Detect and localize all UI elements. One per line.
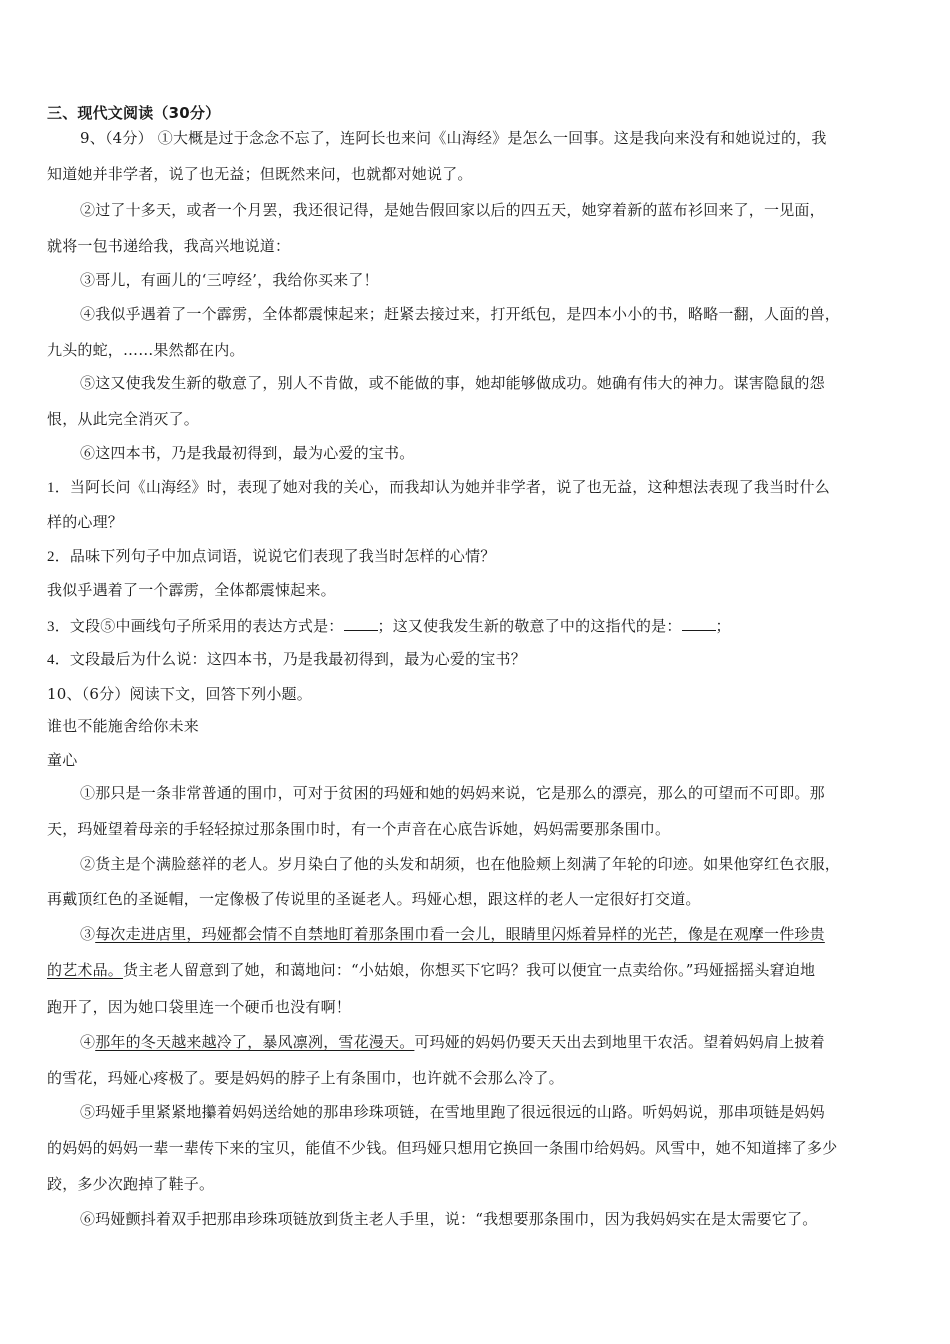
q9-sub1-line2: 样的心理？ (47, 515, 124, 531)
q9-para5-line1: ⑤这又使我发生新的敬意了，别人不肯做，或不能做的事，她却能够做成功。她确有伟大的神力。谋害隐鼠的怨 (80, 374, 825, 392)
q10-intro: 10、（6分）阅读下文，回答下列小题。 (47, 685, 312, 703)
q9-sub3-text-a: 3．文段⑤中画线句子所采用的表达方式是： (47, 619, 344, 635)
q10-para4-line2: 的雪花，玛娅心疼极了。要是妈妈的脖子上有条围巾，也许就不会那么冷了。 (47, 1069, 564, 1087)
passage-author: 童心 (47, 751, 78, 769)
q10-para5-line1: ⑤玛娅手里紧紧地攥着妈妈送给她的那串珍珠项链，在雪地里跑了很远很远的山路。听妈妈说，那串项链是妈妈 (80, 1103, 825, 1121)
q9-para4-line2: 九头的蛇，……果然都在内。 (47, 341, 245, 359)
underlined-sentence-1-end: 的艺术品。 (47, 961, 124, 979)
q10-para5-line2: 的妈妈的妈妈一辈一辈传下来的宝贝，能值不少钱。但玛娅只想用它换回一条围巾给妈妈。风雪中，她不知道摔了多少 (47, 1139, 838, 1157)
section-heading: 三、现代文阅读（30分） (47, 104, 221, 122)
q9-para3: ③哥儿，有画儿的‘三哼经’，我给你买来了！ (80, 271, 379, 289)
q9-sub2: 2．品味下列句子中加点词语，说说它们表现了我当时怎样的心情？ (47, 549, 496, 565)
q10-para2-line1: ②货主是个满脸慈祥的老人。岁月染白了他的头发和胡须，也在他脸颊上刻满了年轮的印迹。如果他穿红色衣服， (80, 855, 841, 873)
q10-para5-line3: 跤，多少次跑掉了鞋子。 (47, 1175, 215, 1193)
q10-para1-line1: ①那只是一条非常普通的围巾，可对于贫困的玛娅和她的妈妈来说，它是那么的漂亮，那么的可望而不可即。那 (80, 784, 825, 802)
underlined-sentence-1: 每次走进店里，玛娅都会情不自禁地盯着那条围巾看一会儿，眼睛里闪烁着异样的光芒，像是在观摩一件珍贵 (95, 925, 825, 943)
q9-sub3-text-c: ； (715, 619, 731, 635)
passage-title: 谁也不能施舍给你未来 (47, 717, 200, 735)
q10-para4-line1 (80, 1032, 825, 1052)
answer-blank-1[interactable] (344, 616, 378, 631)
q9-para5-line2: 恨，从此完全消灭了。 (47, 410, 200, 428)
q10-para2-line2: 再戴顶红色的圣诞帽，一定像极了传说里的圣诞老人。玛娅心想，跟这样的老人一定很好打交道。 (47, 890, 701, 908)
q9-sub2-sentence: 我似乎遇着了一个霹雳，全体都震悚起来。 (47, 583, 336, 599)
q10-para3-line3: 跑开了，因为她口袋里连一个硬币也没有啊！ (47, 998, 352, 1016)
answer-blank-2[interactable] (682, 616, 716, 631)
q9-para2-line2: 就将一包书递给我，我高兴地说道： (47, 237, 291, 255)
q10-para3-line2 (47, 960, 815, 980)
q9-sub3 (47, 616, 731, 637)
q9-para2-line1: ②过了十多天，或者一个月罢，我还很记得，是她告假回家以后的四五天，她穿着新的蓝布衫回来了，一见面， (80, 201, 825, 219)
q10-para3-line1 (80, 924, 825, 944)
q9-sub4: 4．文段最后为什么说：这四本书，乃是我最初得到，最为心爱的宝书？ (47, 652, 526, 668)
para4-number: ④ (80, 1033, 96, 1051)
q9-sub3-text-b: ；这又使我发生新的敬意了中的这指代的是： (377, 619, 682, 635)
para4-line1-rest: 可玛娅的妈妈仍要天天出去到地里干农活。望着妈妈肩上披着 (414, 1033, 825, 1051)
q9-para1-line1: 9、（4分） ①大概是过于念念不忘了，连阿长也来问《山海经》是怎么一回事。这是我向来没有和她说过的，我 (80, 129, 827, 147)
q10-para6-line1: ⑥玛娅颤抖着双手把那串珍珠项链放到货主老人手里，说：“我想要那条围巾，因为我妈妈实在是太需要它了。 (80, 1210, 818, 1228)
underlined-sentence-2: 那年的冬天越来越冷了，暴风凛冽，雪花漫天。 (95, 1033, 415, 1051)
q9-para4-line1: ④我似乎遇着了一个霹雳，全体都震悚起来；赶紧去接过来，打开纸包，是四本小小的书，略略一翻，人面的兽， (80, 305, 841, 323)
q9-sub1-line1: 1．当阿长问《山海经》时，表现了她对我的关心，而我却认为她并非学者，说了也无益，这种想法表现了我当时什么 (47, 480, 830, 496)
q9-para6: ⑥这四本书，乃是我最初得到，最为心爱的宝书。 (80, 444, 415, 462)
para3-number: ③ (80, 925, 96, 943)
q9-para1-line2: 知道她并非学者，说了也无益；但既然来问，也就都对她说了。 (47, 165, 473, 183)
para3-line2-rest: 货主老人留意到了她，和蔼地问：“小姑娘，你想买下它吗？我可以便宜一点卖给你。”玛娅摇摇头窘迫地 (123, 961, 816, 979)
q10-para1-line2: 天，玛娅望着母亲的手轻轻掠过那条围巾时，有一个声音在心底告诉她，妈妈需要那条围巾。 (47, 820, 671, 838)
